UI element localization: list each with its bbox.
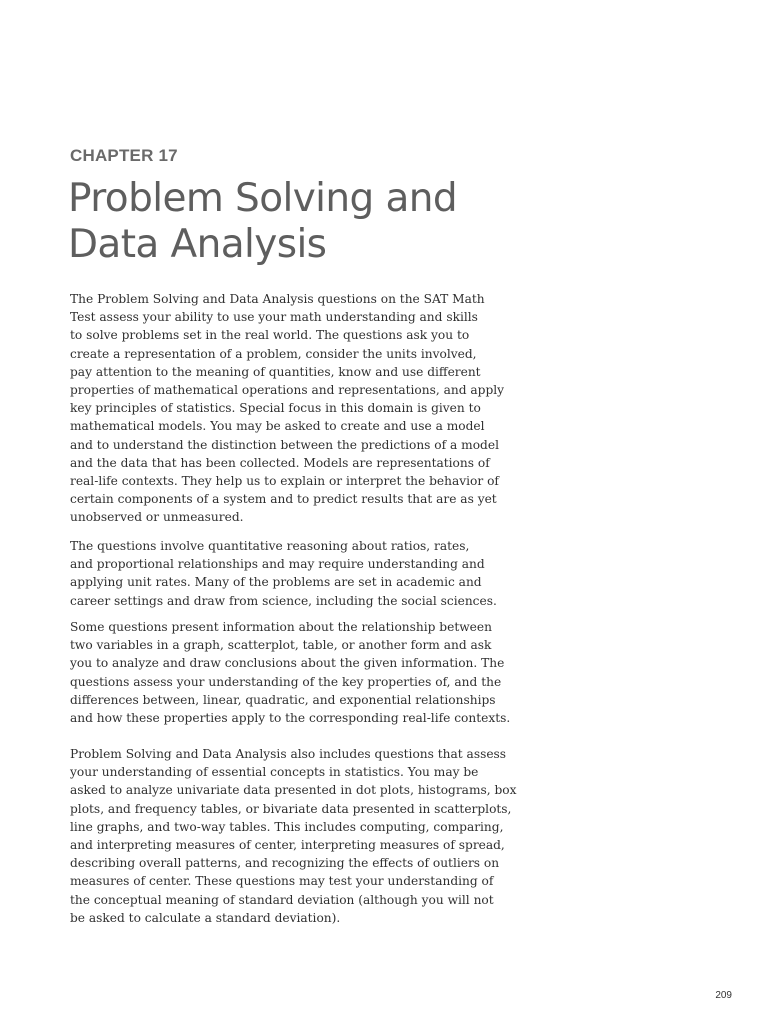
text-line: Test assess your ability to use your math understanding and skills	[70, 310, 478, 325]
page-title-line: Problem Solving and	[68, 176, 458, 221]
paragraph-statistics	[70, 745, 517, 927]
text-line: Problem Solving and Data Analysis also includes questions that assess	[70, 747, 507, 761]
text-line: questions assess your understanding of the key properties of, and the	[70, 674, 502, 689]
text-line: and proportional relationships and may require understanding and	[70, 557, 485, 572]
paragraph-relationships	[70, 618, 510, 727]
text-line: create a representation of a problem, consider the units involved,	[70, 346, 477, 361]
page-number: 209	[715, 990, 732, 1001]
text-line: career settings and draw from science, including the social sciences.	[70, 593, 497, 608]
page-title-line: Data Analysis	[68, 222, 327, 267]
text-line: asked to analyze univariate data presented in dot plots, histograms, box	[70, 783, 517, 798]
text-line: be asked to calculate a standard deviation).	[70, 910, 341, 925]
text-line: The Problem Solving and Data Analysis questions on the SAT Math	[70, 292, 485, 306]
text-line: measures of center. These questions may test your understanding of	[70, 874, 494, 889]
text-line: and the data that has been collected. Models are representations of	[70, 455, 490, 470]
text-line: properties of mathematical operations and representations, and apply	[70, 383, 505, 398]
text-line: pay attention to the meaning of quantities, know and use different	[70, 364, 481, 379]
text-line: to solve problems set in the real world. The questions ask you to	[70, 328, 470, 343]
paragraph-intro	[70, 290, 510, 527]
text-line: and to understand the distinction between the predictions of a model	[70, 437, 499, 452]
text-line: applying unit rates. Many of the problems are set in academic and	[70, 575, 482, 590]
text-line: differences between, linear, quadratic, and exponential relationships	[70, 692, 496, 707]
text-line: and how these properties apply to the corresponding real-life contexts.	[70, 711, 511, 726]
text-line: key principles of statistics. Special focus in this domain is given to	[70, 401, 481, 416]
text-line: certain components of a system and to predict results that are as yet	[70, 492, 497, 507]
text-line: plots, and frequency tables, or bivariate data presented in scatterplots,	[70, 801, 512, 816]
text-line: line graphs, and two-way tables. This includes computing, comparing,	[70, 819, 504, 834]
text-line: real-life contexts. They help us to explain or interpret the behavior of	[70, 474, 499, 489]
text-line: two variables in a graph, scatterplot, table, or another form and ask	[70, 638, 492, 653]
text-line: mathematical models. You may be asked to create and use a model	[70, 419, 485, 434]
page-title	[68, 176, 528, 268]
text-line: and interpreting measures of center, interpreting measures of spread,	[70, 838, 505, 853]
text-line: your understanding of essential concepts in statistics. You may be	[70, 765, 479, 780]
chapter-label: CHAPTER 17	[70, 146, 178, 165]
text-line: the conceptual meaning of standard deviation (although you will not	[70, 892, 494, 907]
text-line: you to analyze and draw conclusions about the given information. The	[70, 656, 505, 671]
text-line: describing overall patterns, and recognizing the effects of outliers on	[70, 856, 500, 871]
text-line: Some questions present information about the relationship between	[70, 620, 492, 634]
text-line: The questions involve quantitative reasoning about ratios, rates,	[70, 539, 470, 553]
paragraph-quantitative-reasoning	[70, 537, 510, 610]
text-line: unobserved or unmeasured.	[70, 510, 244, 525]
